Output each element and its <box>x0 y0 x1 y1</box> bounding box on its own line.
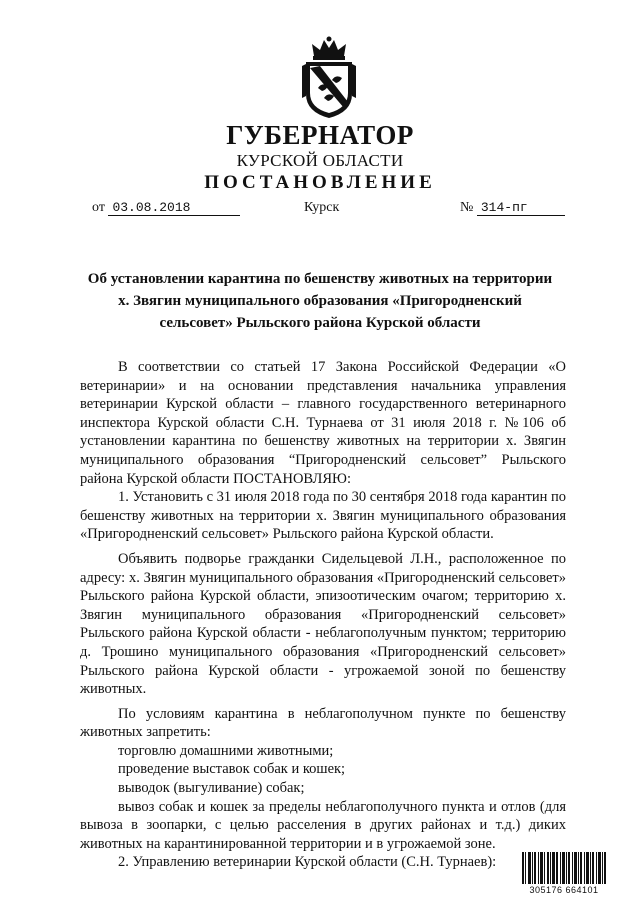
page-title: ГУБЕРНАТОР <box>226 120 414 150</box>
barcode-icon <box>522 852 606 884</box>
document-number <box>460 200 565 216</box>
document-city: Курск <box>304 200 340 215</box>
number-prefix: № <box>460 200 474 215</box>
barcode <box>522 852 606 896</box>
list-item: проведение выставок собак и кошек; <box>118 761 346 778</box>
heading-line: х. Звягин муниципального образования «Пригородненский <box>118 293 522 309</box>
document-heading <box>60 268 580 334</box>
heading-line: сельсовет» Рыльского района Курской области <box>159 315 481 331</box>
coat-of-arms-icon <box>298 36 360 120</box>
number-value: 314-пг <box>477 200 565 216</box>
paragraph: По условиям карантина в неблагополучном пункте по бешенству животных запретить: <box>80 705 566 741</box>
paragraph: 1. Установить с 31 июля 2018 года по 30 сентября 2018 года карантин по бешенству животных на территории х. Звягин муниципального образования «Пригородненский сельсовет» Рыльского района Курской области. <box>80 489 567 543</box>
date-value: 03.08.2018 <box>108 200 240 216</box>
date-prefix: от <box>92 200 105 215</box>
region-subtitle: КУРСКОЙ ОБЛАСТИ <box>236 151 404 170</box>
document-date <box>92 200 240 216</box>
document-type: ПОСТАНОВЛЕНИЕ <box>204 172 436 193</box>
barcode-number: 305176 664101 <box>529 885 599 895</box>
paragraph: Объявить подворье гражданки Сидельцевой Л.Н., расположенное по адресу: х. Звягин муниципального образования «Пригородненский сельсовет» Рыльского района Курской области, эпизоотическим очагом; территорию х. Звягин муниципального образования «Пригородненский сельсовет» Рыльского района Курской области - неблагополучным пунктом; территорию д. Трошино муниципального образования «Пригородненский сельсовет» Рыльского района Курской области - угрожаемой зоной по бешенству животных. <box>80 550 566 698</box>
paragraph: 2. Управлению ветеринарии Курской области (С.Н. Турнаев): <box>118 854 497 871</box>
paragraph: вывоз собак и кошек за пределы неблагополучного пункта и отлов (для вывоза в зоопарки, с целью расселения в других районах и т.д.) диких животных на карантинированной территории и в угрожаемой зоне. <box>80 798 566 852</box>
document-body <box>80 358 566 872</box>
list-item: выводок (выгуливание) собак; <box>118 780 305 797</box>
list-item: торговлю домашними животными; <box>118 742 334 759</box>
paragraph: В соответствии со статьей 17 Закона Российской Федерации «О ветеринарии» и на основании представления начальника управления ветеринарии Курской области – главного государственного ветеринарного инспектора Курской области С.Н. Турнаева от 31 июля 2018 г. №106 об установлении карантина по бешенству животных на территории х. Звягин муниципального образования “Пригородненский сельсовет” Рыльского района Курской области ПОСТАНОВЛЯЮ: <box>80 359 566 487</box>
heading-line: Об установлении карантина по бешенству животных на территории <box>87 271 553 287</box>
